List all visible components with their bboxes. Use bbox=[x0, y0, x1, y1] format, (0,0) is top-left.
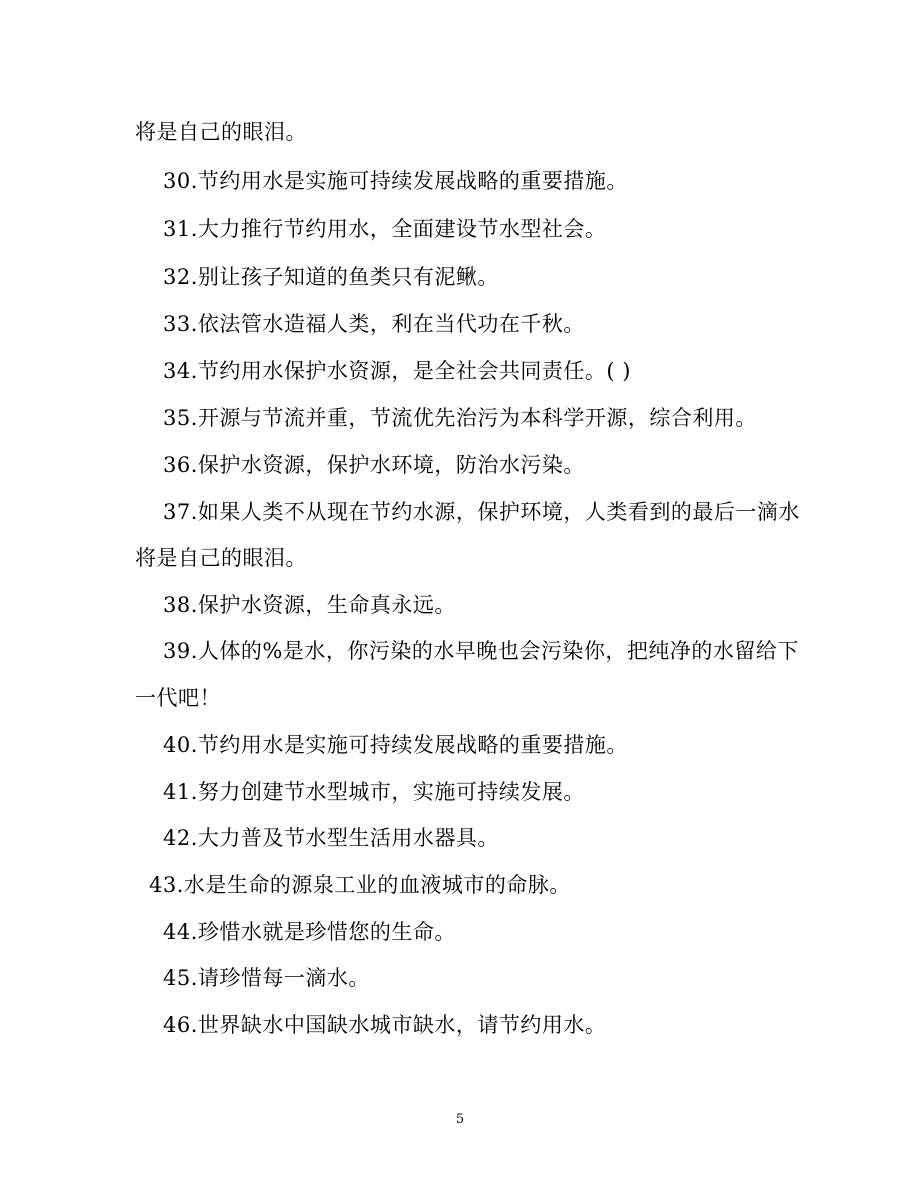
text-line: 32.别让孩子知道的鱼类只有泥鳅。 bbox=[163, 265, 499, 289]
text-line: 34.节约用水保护水资源，是全社会共同责任。( ) bbox=[163, 359, 631, 383]
page-number: 5 bbox=[455, 1112, 465, 1127]
text-line: 42.大力普及节水型生活用水器具。 bbox=[163, 826, 499, 850]
text-line: 39.人体的%是水，你污染的水早晚也会污染你，把纯净的水留给下 bbox=[163, 639, 799, 663]
text-line: 33.依法管水造福人类，利在当代功在千秋。 bbox=[163, 312, 585, 336]
text-line: 35.开源与节流并重，节流优先治污为本科学开源，综合利用。 bbox=[163, 406, 757, 430]
text-line: 43.水是生命的源泉工业的血液城市的命脉。 bbox=[149, 873, 571, 897]
text-line: 36.保护水资源，保护水环境，防治水污染。 bbox=[163, 453, 585, 477]
text-line: 41.努力创建节水型城市，实施可持续发展。 bbox=[163, 780, 585, 804]
text-line: 30.节约用水是实施可持续发展战略的重要措施。 bbox=[163, 169, 628, 193]
text-line: 37.如果人类不从现在节约水源，保护环境，人类看到的最后一滴水 bbox=[163, 500, 800, 524]
text-line: 38.保护水资源，生命真永远。 bbox=[163, 593, 456, 617]
text-line: 45.请珍惜每一滴水。 bbox=[163, 966, 370, 990]
text-line: 44.珍惜水就是珍惜您的生命。 bbox=[163, 920, 456, 944]
text-line: 一代吧！ bbox=[135, 686, 221, 710]
text-line: 46.世界缺水中国缺水城市缺水，请节约用水。 bbox=[163, 1013, 607, 1037]
text-line: 将是自己的眼泪。 bbox=[135, 120, 307, 144]
text-line: 将是自己的眼泪。 bbox=[135, 546, 307, 570]
text-line: 31.大力推行节约用水，全面建设节水型社会。 bbox=[163, 217, 607, 241]
text-line: 40.节约用水是实施可持续发展战略的重要措施。 bbox=[163, 733, 628, 757]
